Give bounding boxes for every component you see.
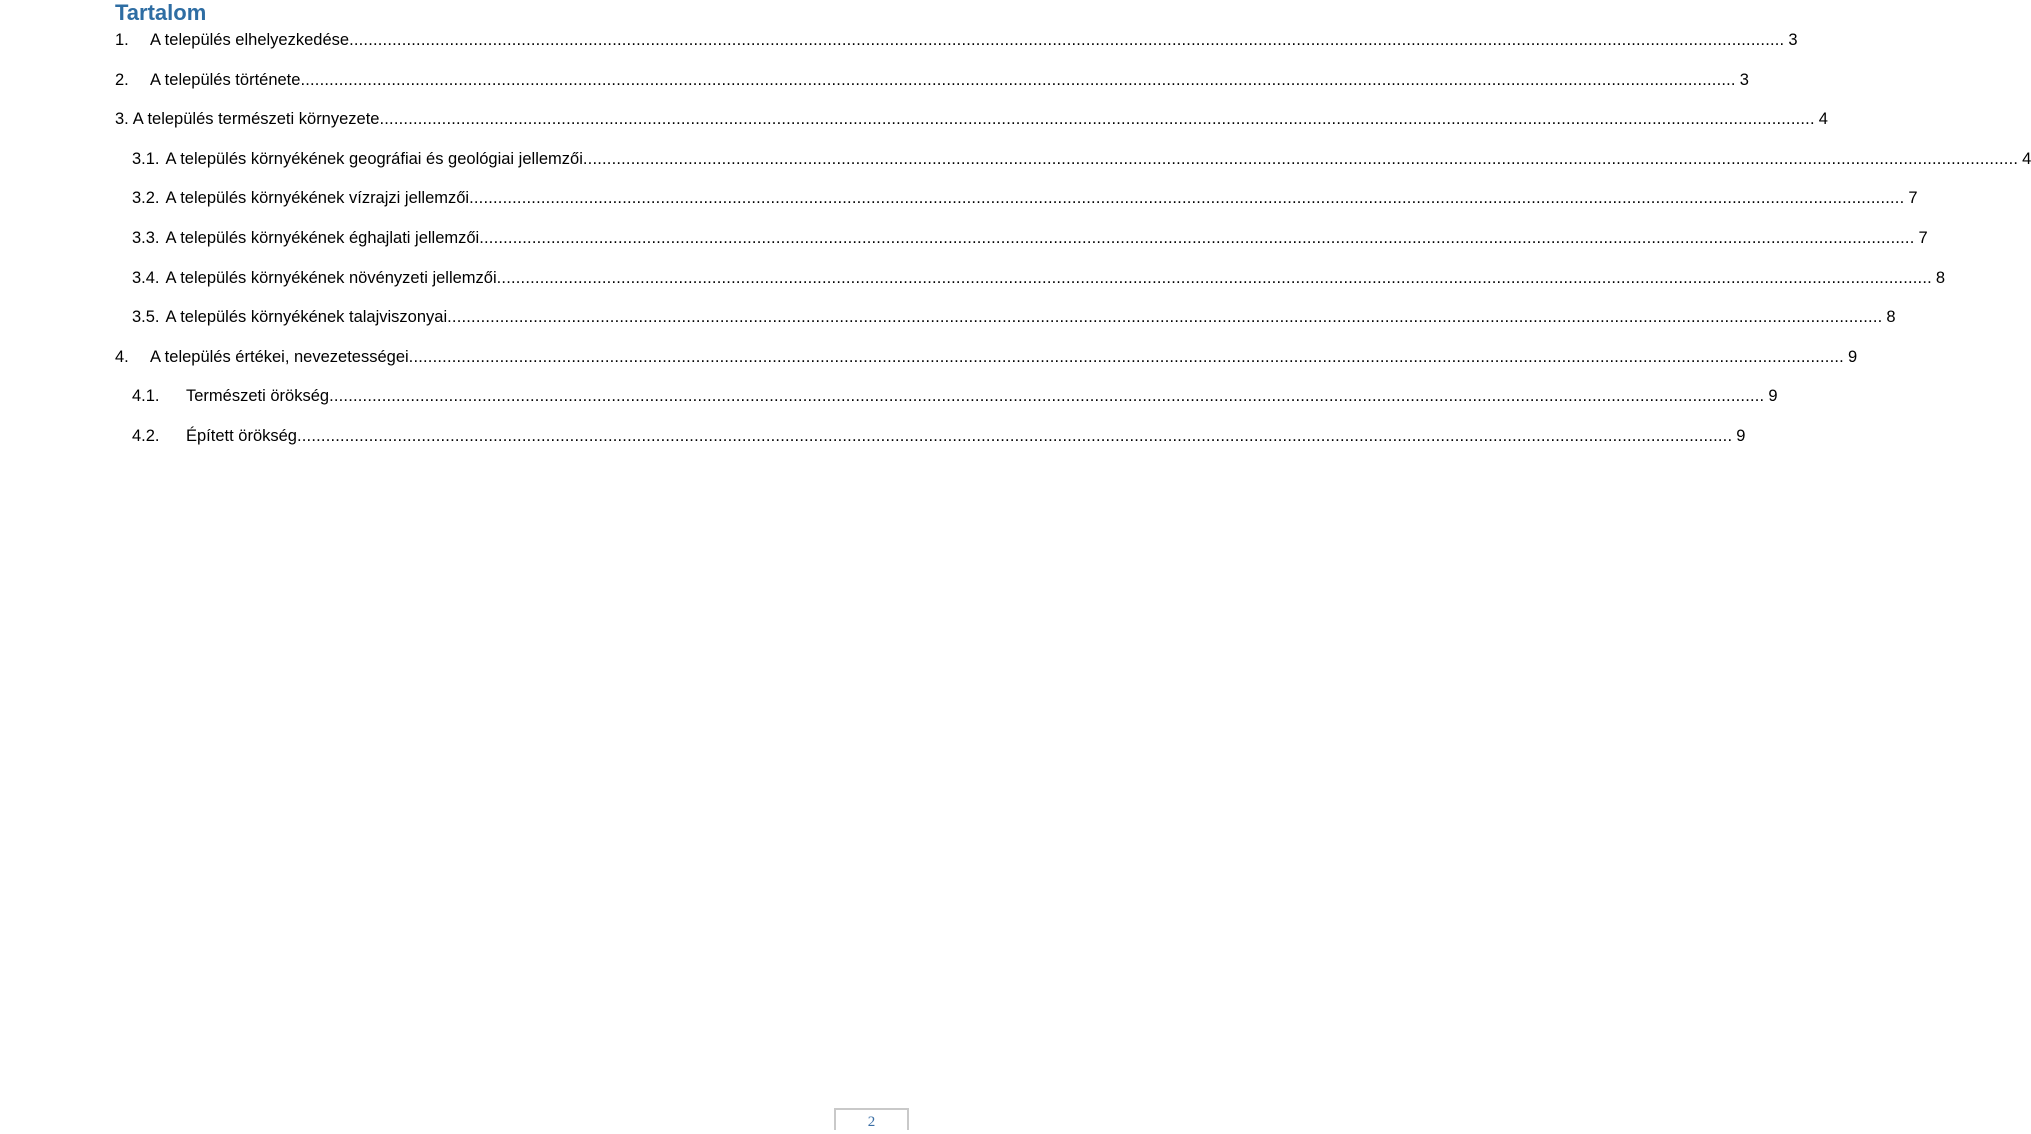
toc-entry-page: 7 xyxy=(1918,228,1928,247)
toc-dot-leader: ............................................................................................................................................................................................................................................................................................................ xyxy=(408,347,1844,366)
toc-entry-number: 4.1. xyxy=(132,387,160,406)
toc-entry[interactable] xyxy=(0,385,1778,425)
toc-entry-label: A település története xyxy=(150,70,301,89)
toc-entry-page: 9 xyxy=(1847,347,1858,366)
toc-entry-label: Épített örökség xyxy=(186,426,297,445)
page-number: 2 xyxy=(867,1114,876,1130)
toc-entry-label: A település környékének talajviszonyai xyxy=(165,308,448,327)
toc-entry-label: A település természeti környezete xyxy=(132,110,380,129)
toc-entry[interactable] xyxy=(0,29,1798,69)
toc-entry[interactable] xyxy=(0,346,1858,386)
toc-entry-page: 7 xyxy=(1908,189,1918,208)
toc-list xyxy=(0,29,2031,465)
toc-entry[interactable] xyxy=(0,227,1928,267)
toc-entry-number: 3. xyxy=(115,110,129,129)
toc-dot-leader: ............................................................................................................................................................................................................................................................................................................ xyxy=(329,387,1765,406)
toc-entry-page: 4 xyxy=(1818,110,1828,129)
toc-entry-number: 3.4. xyxy=(132,268,160,287)
toc-entry-page: 4 xyxy=(2022,149,2031,168)
toc-entry[interactable] xyxy=(0,148,2031,188)
toc-dot-leader: ............................................................................................................................................................................................................................................................................................................ xyxy=(379,110,1815,129)
toc-dot-leader: ............................................................................................................................................................................................................................................................................................................ xyxy=(300,70,1736,89)
toc-entry-label: A település környékének éghajlati jellemzői xyxy=(165,228,480,247)
toc-entry[interactable] xyxy=(0,187,1918,227)
toc-entry[interactable] xyxy=(0,69,1749,109)
toc-entry-label: Természeti örökség xyxy=(186,387,330,406)
toc-entry-label: A település környékének vízrajzi jellemzői xyxy=(165,189,470,208)
toc-entry-page: 3 xyxy=(1788,31,1798,49)
toc-entry-number: 4.2. xyxy=(132,426,160,445)
toc-dot-leader: ............................................................................................................................................................................................................................................................................................................ xyxy=(496,268,1932,287)
toc-title: Tartalom xyxy=(115,0,207,25)
toc-entry[interactable] xyxy=(0,306,1896,346)
toc-dot-leader: ............................................................................................................................................................................................................................................................................................................ xyxy=(582,149,2019,168)
toc-entry-label: A település elhelyezkedése xyxy=(150,31,350,49)
toc-entry[interactable] xyxy=(0,425,1746,465)
toc-entry-label: A település környékének geográfiai és geológiai jellemzői xyxy=(165,149,583,168)
toc-dot-leader: ............................................................................................................................................................................................................................................................................................................ xyxy=(349,31,1785,49)
toc-entry[interactable] xyxy=(0,267,1946,307)
toc-dot-leader: ............................................................................................................................................................................................................................................................................................................ xyxy=(447,308,1883,327)
toc-entry-number: 2. xyxy=(115,70,129,89)
toc-entry-page: 8 xyxy=(1886,308,1896,327)
toc-entry-page: 8 xyxy=(1935,268,1946,287)
toc-entry-number: 3.5. xyxy=(132,308,160,327)
toc-dot-leader: ............................................................................................................................................................................................................................................................................................................ xyxy=(479,228,1915,247)
toc-entry-number: 3.2. xyxy=(132,189,160,208)
page-number-box xyxy=(834,1108,909,1130)
toc-entry-label: A település értékei, nevezetességei xyxy=(150,347,409,366)
toc-entry-number: 4. xyxy=(115,347,129,366)
toc-dot-leader: ............................................................................................................................................................................................................................................................................................................ xyxy=(296,426,1733,445)
toc-entry-page: 9 xyxy=(1768,387,1778,406)
toc-entry-number: 3.1. xyxy=(132,149,160,168)
toc-dot-leader: ............................................................................................................................................................................................................................................................................................................ xyxy=(469,189,1905,208)
toc-entry-number: 3.3. xyxy=(132,228,160,247)
toc-entry-page: 3 xyxy=(1739,70,1749,89)
toc-entry-label: A település környékének növényzeti jellemzői xyxy=(165,268,497,287)
toc-entry-page: 9 xyxy=(1736,426,1746,445)
toc-entry-number: 1. xyxy=(115,31,129,49)
toc-entry[interactable] xyxy=(0,108,1828,148)
